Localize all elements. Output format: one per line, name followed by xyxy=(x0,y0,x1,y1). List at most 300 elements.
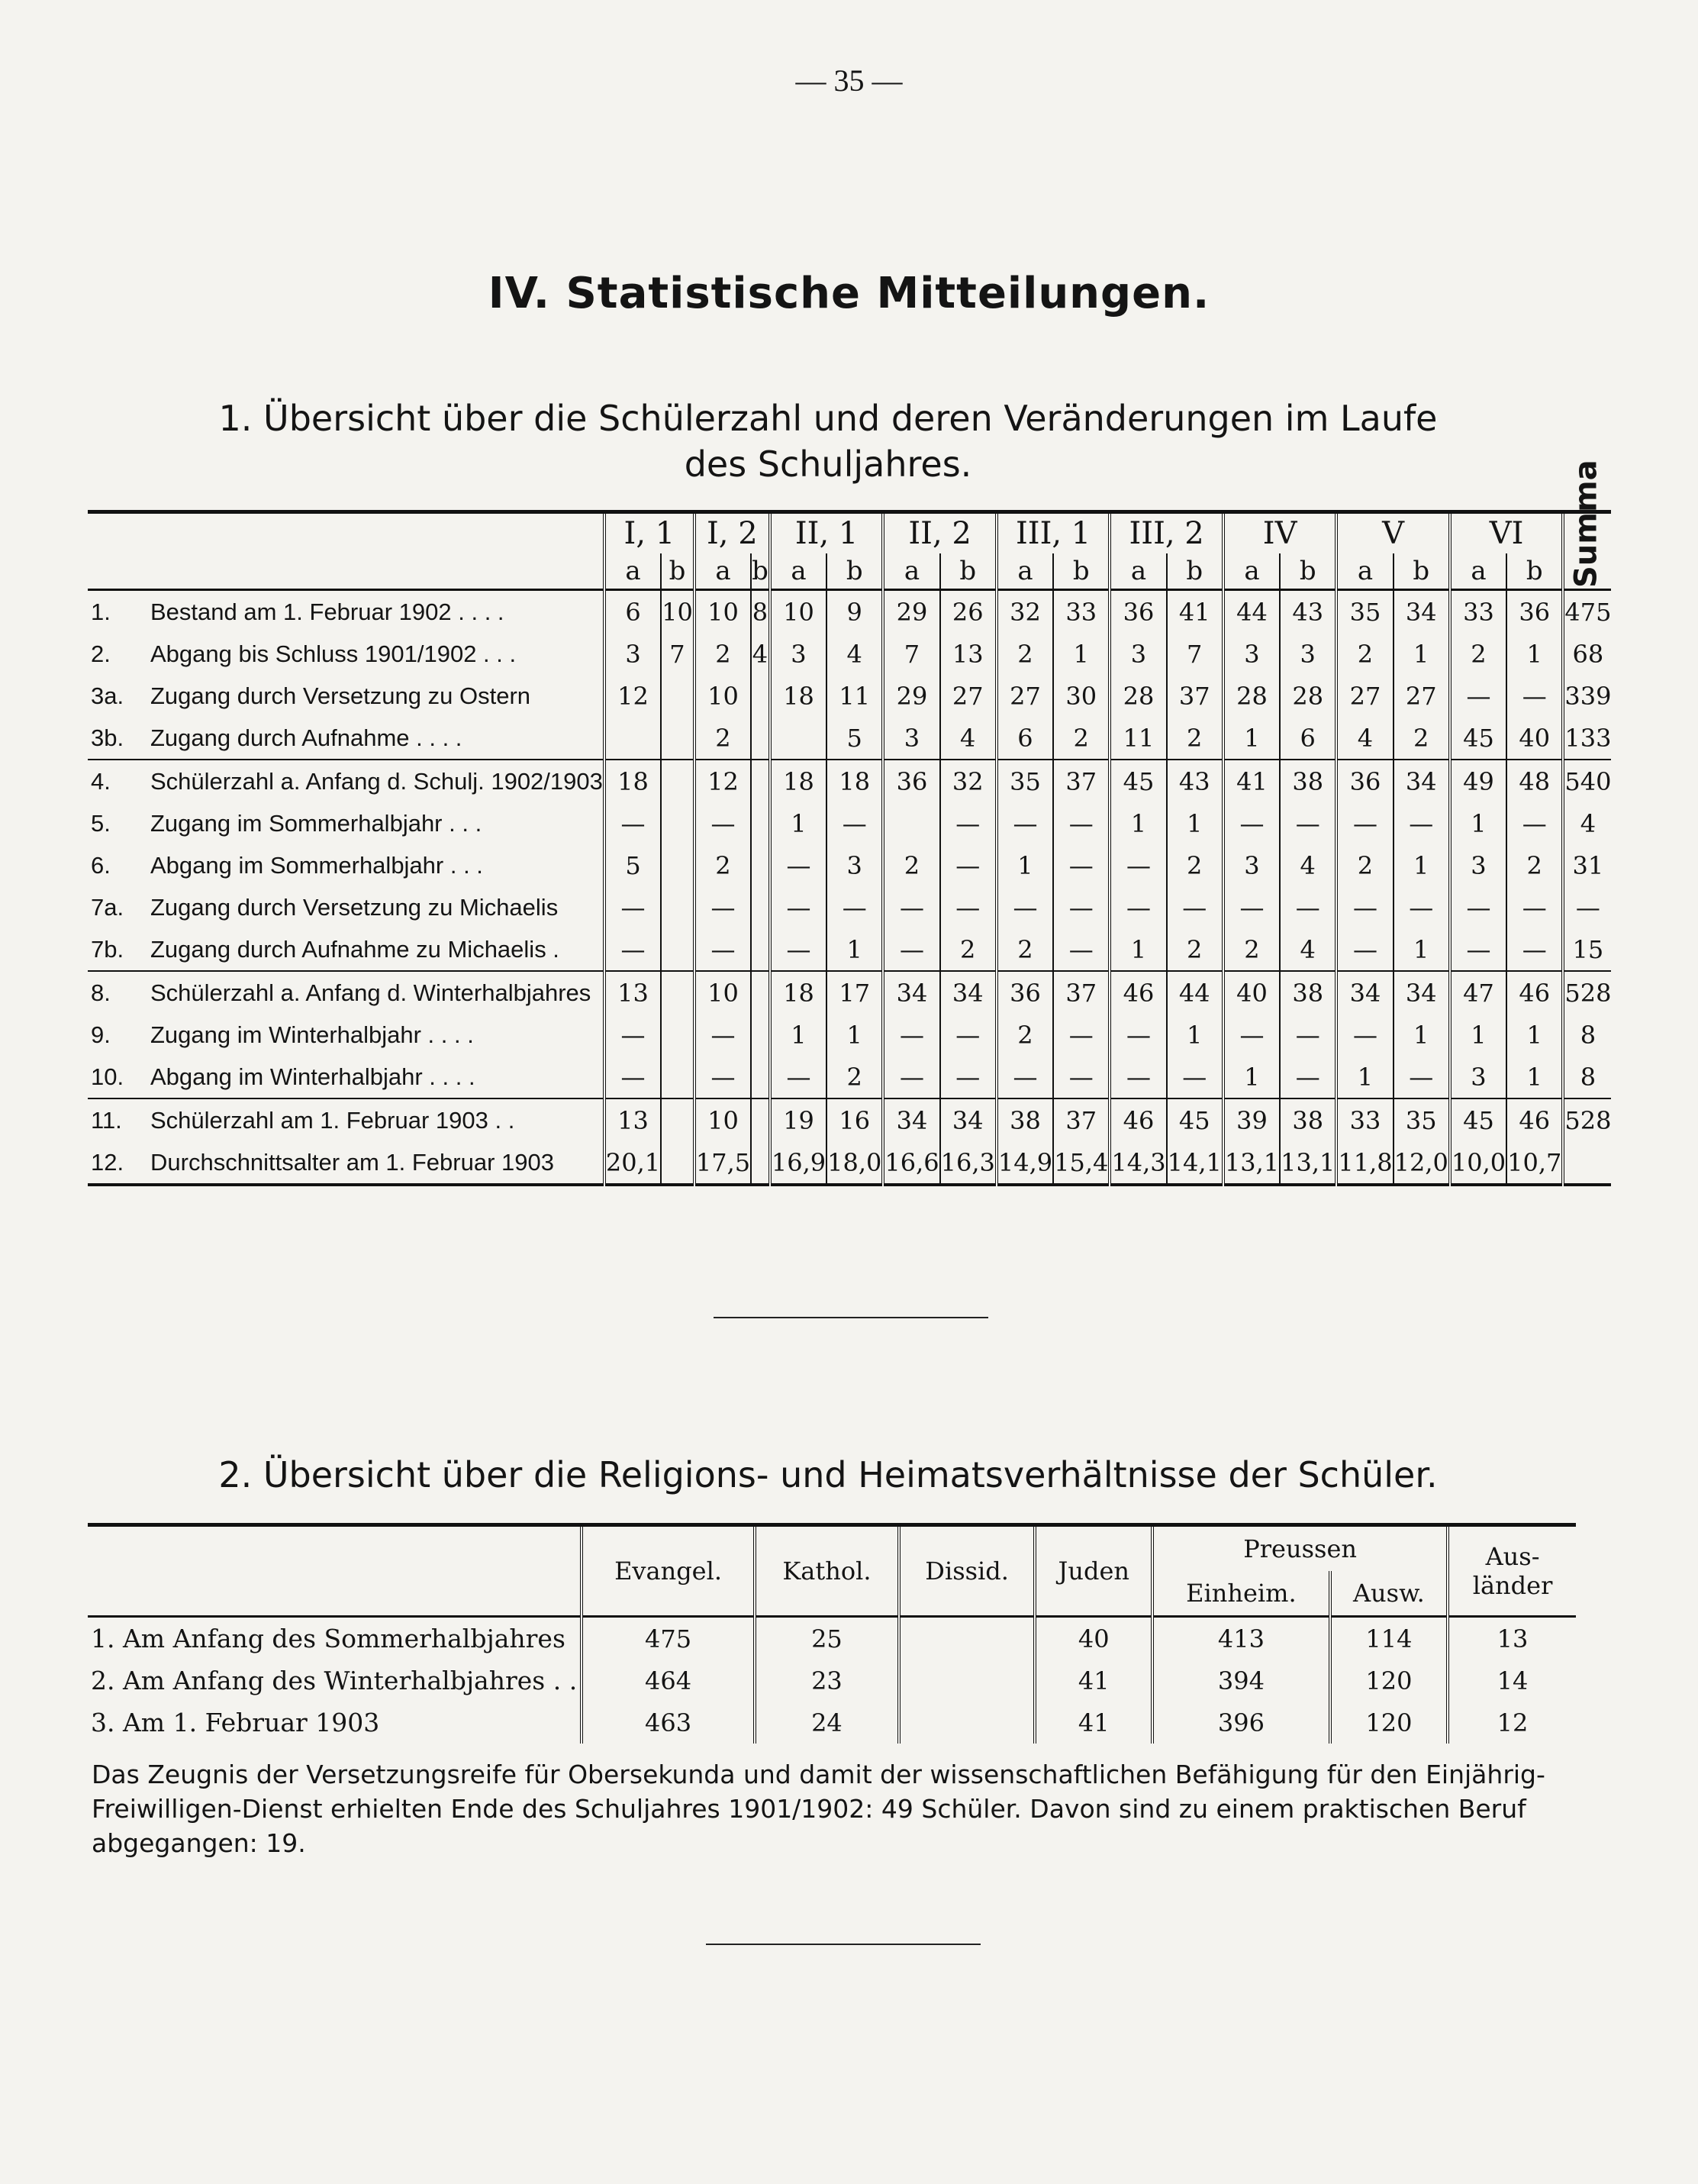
cell-value: — xyxy=(770,1056,826,1098)
subheader-b: b xyxy=(1506,553,1563,590)
cell-value: 34 xyxy=(883,971,939,1014)
table-row xyxy=(88,802,1611,844)
sum-value: 31 xyxy=(1563,844,1611,886)
cell-value: 2 xyxy=(1394,717,1450,760)
cell-value: 14,9 xyxy=(997,1141,1053,1185)
cell-value xyxy=(751,886,770,928)
cell-value: — xyxy=(694,1014,751,1056)
cell-value: — xyxy=(940,1056,997,1098)
cell-value: 27 xyxy=(1394,675,1450,717)
cell-value: 1 xyxy=(1450,802,1506,844)
cell-value: 396 xyxy=(1152,1702,1330,1744)
cell-value: 2 xyxy=(1053,717,1110,760)
cell-value: 16,3 xyxy=(940,1141,997,1185)
subheader-a: a xyxy=(1110,553,1166,590)
cell-value: 37 xyxy=(1167,675,1223,717)
cell-value xyxy=(751,717,770,760)
cell-value: — xyxy=(1280,1014,1336,1056)
cell-value: — xyxy=(1053,928,1110,971)
sum-value: 15 xyxy=(1563,928,1611,971)
cell-value: 4 xyxy=(1336,717,1393,760)
cell-value: 28 xyxy=(1110,675,1166,717)
row-number: 7a. xyxy=(91,893,124,921)
cell-value: 35 xyxy=(997,760,1053,802)
cell-value: 46 xyxy=(1110,1098,1166,1141)
cell-value: — xyxy=(1450,886,1506,928)
cell-value: — xyxy=(1110,1056,1166,1098)
cell-value: — xyxy=(997,802,1053,844)
page-number: — 35 — xyxy=(795,63,903,98)
cell-value: — xyxy=(1223,802,1280,844)
cell-value: 33 xyxy=(1450,590,1506,634)
cell-value: — xyxy=(997,886,1053,928)
header-blank-2 xyxy=(88,1525,582,1617)
cell-value: — xyxy=(883,1056,939,1098)
cell-value: 3 xyxy=(826,844,883,886)
row-number: 7b. xyxy=(91,935,124,963)
subheader-a: a xyxy=(1336,553,1393,590)
sum-header: Summa xyxy=(1563,512,1611,590)
cell-value: 34 xyxy=(1336,971,1393,1014)
row-label xyxy=(88,590,604,634)
cell-value: 17,5 xyxy=(694,1141,751,1185)
table-row xyxy=(88,971,1611,1014)
cell-value: — xyxy=(1450,928,1506,971)
cell-value: 41 xyxy=(1035,1702,1152,1744)
cell-value xyxy=(751,802,770,844)
cell-value: 46 xyxy=(1110,971,1166,1014)
cell-value: 46 xyxy=(1506,1098,1563,1141)
cell-value xyxy=(751,1098,770,1141)
cell-value: 34 xyxy=(1394,760,1450,802)
cell-value: — xyxy=(1506,802,1563,844)
cell-value: — xyxy=(770,886,826,928)
row-label: 3. Am 1. Februar 1903 xyxy=(91,1708,380,1737)
table-row xyxy=(88,844,1611,886)
row-number: 8. xyxy=(91,979,111,1006)
cell-value xyxy=(751,1014,770,1056)
cell-value: 13 xyxy=(604,971,661,1014)
subheader-a: a xyxy=(1450,553,1506,590)
row-number: 2. xyxy=(91,640,111,667)
cell-value: — xyxy=(1110,1014,1166,1056)
row-label xyxy=(88,675,604,717)
cell-value: 18 xyxy=(826,760,883,802)
cell-value: 33 xyxy=(1053,590,1110,634)
cell-value: — xyxy=(1110,844,1166,886)
row-number: 5. xyxy=(91,809,111,837)
row-label xyxy=(88,1056,604,1098)
cell-value: 32 xyxy=(997,590,1053,634)
cell-value: 41 xyxy=(1167,590,1223,634)
class-header-VI: VI xyxy=(1450,512,1564,554)
cell-value: 24 xyxy=(755,1702,899,1744)
cell-value: 120 xyxy=(1330,1702,1448,1744)
cell-value: 4 xyxy=(826,633,883,675)
row-label xyxy=(88,844,604,886)
row-label-text: Zugang durch Aufnahme zu Michaelis . xyxy=(150,935,559,963)
cell-value: 4 xyxy=(940,717,997,760)
cell-value: 394 xyxy=(1152,1660,1330,1702)
cell-value: 1 xyxy=(1223,717,1280,760)
cell-value: 13 xyxy=(604,1098,661,1141)
cell-value: 26 xyxy=(940,590,997,634)
cell-value: — xyxy=(770,844,826,886)
cell-value: — xyxy=(604,1056,661,1098)
header-preussen: Preussen xyxy=(1152,1525,1448,1571)
row-label xyxy=(88,886,604,928)
cell-value: — xyxy=(1280,1056,1336,1098)
cell-value: 3 xyxy=(1450,1056,1506,1098)
cell-value: 2 xyxy=(1450,633,1506,675)
cell-value: 23 xyxy=(755,1660,899,1702)
sum-value: 339 xyxy=(1563,675,1611,717)
sum-value: 528 xyxy=(1563,1098,1611,1141)
cell-value: — xyxy=(604,928,661,971)
class-header-I2: I, 2 xyxy=(694,512,770,554)
cell-value: — xyxy=(883,928,939,971)
end-rule xyxy=(706,1944,981,1945)
cell-value: 45 xyxy=(1450,717,1506,760)
row-number: 1. xyxy=(91,598,111,625)
cell-value: 2 xyxy=(1167,717,1223,760)
religion-origin-table xyxy=(88,1523,1576,1744)
subheader-a: a xyxy=(694,553,751,590)
cell-value: 45 xyxy=(1110,760,1166,802)
table-row xyxy=(88,1098,1611,1141)
cell-value: — xyxy=(1167,1056,1223,1098)
row-number: 9. xyxy=(91,1021,111,1048)
cell-value: 10,7 xyxy=(1506,1141,1563,1185)
cell-value: 5 xyxy=(604,844,661,886)
header-ausw: Ausw. xyxy=(1330,1571,1448,1617)
cell-value: 12 xyxy=(694,760,751,802)
sum-value: 528 xyxy=(1563,971,1611,1014)
cell-value: 46 xyxy=(1506,971,1563,1014)
cell-value: 5 xyxy=(826,717,883,760)
sum-value: 68 xyxy=(1563,633,1611,675)
cell-value: — xyxy=(940,802,997,844)
cell-value: 7 xyxy=(661,633,694,675)
cell-value: 463 xyxy=(582,1702,755,1744)
sum-value: 4 xyxy=(1563,802,1611,844)
row-label-text: Zugang im Winterhalbjahr . . . . xyxy=(150,1021,474,1048)
cell-value: 120 xyxy=(1330,1660,1448,1702)
table-row xyxy=(88,1141,1611,1185)
cell-value: 6 xyxy=(604,590,661,634)
header-kathol: Kathol. xyxy=(755,1525,899,1617)
subheader-b: b xyxy=(826,553,883,590)
cell-value: — xyxy=(1450,675,1506,717)
cell-value: 18 xyxy=(604,760,661,802)
cell-value: 3 xyxy=(1223,844,1280,886)
cell-value xyxy=(661,928,694,971)
section1-title xyxy=(92,395,1564,487)
header-einheim: Einheim. xyxy=(1152,1571,1330,1617)
subheader-a: a xyxy=(770,553,826,590)
subheader-b: b xyxy=(661,553,694,590)
header-auslaender: Aus- länder xyxy=(1448,1525,1576,1617)
cell-value: 13,1 xyxy=(1223,1141,1280,1185)
cell-value: 9 xyxy=(826,590,883,634)
cell-value: 4 xyxy=(1280,844,1336,886)
cell-value: 18 xyxy=(770,675,826,717)
cell-value: 12,0 xyxy=(1394,1141,1450,1185)
cell-value: 10 xyxy=(770,590,826,634)
cell-value: — xyxy=(694,928,751,971)
table-row xyxy=(88,717,1611,760)
class-header-II2: II, 2 xyxy=(883,512,997,554)
cell-value: 12 xyxy=(604,675,661,717)
row-label xyxy=(88,717,604,760)
cell-value: 49 xyxy=(1450,760,1506,802)
cell-value: 13,1 xyxy=(1280,1141,1336,1185)
cell-value: 1 xyxy=(1167,802,1223,844)
cell-value: 2 xyxy=(1167,928,1223,971)
cell-value: 17 xyxy=(826,971,883,1014)
cell-value: — xyxy=(940,844,997,886)
cell-value: 12 xyxy=(1448,1702,1576,1744)
cell-value: 35 xyxy=(1336,590,1393,634)
divider-rule xyxy=(714,1317,988,1318)
cell-value: 2 xyxy=(1336,844,1393,886)
cell-value: 18 xyxy=(770,971,826,1014)
class-header-II1: II, 1 xyxy=(770,512,884,554)
cell-value: 1 xyxy=(1506,1014,1563,1056)
cell-value: 27 xyxy=(1336,675,1393,717)
table-row xyxy=(88,928,1611,971)
cell-value: 37 xyxy=(1053,971,1110,1014)
cell-value: 3 xyxy=(1223,633,1280,675)
cell-value: 34 xyxy=(1394,590,1450,634)
cell-value xyxy=(883,802,939,844)
row-label xyxy=(88,971,604,1014)
cell-value: 10 xyxy=(694,590,751,634)
cell-value: 14 xyxy=(1448,1660,1576,1702)
cell-value: 2 xyxy=(940,928,997,971)
table-row xyxy=(88,633,1611,675)
row-label xyxy=(88,760,604,802)
row-label-text: Abgang im Winterhalbjahr . . . . xyxy=(150,1063,475,1090)
cell-value: 2 xyxy=(997,1014,1053,1056)
class-header-III1: III, 1 xyxy=(997,512,1110,554)
cell-value xyxy=(751,1056,770,1098)
row-label-text: Abgang im Sommerhalbjahr . . . xyxy=(150,851,483,879)
cell-value: 4 xyxy=(751,633,770,675)
cell-value: — xyxy=(1394,1056,1450,1098)
cell-value: 27 xyxy=(997,675,1053,717)
cell-value: — xyxy=(997,1056,1053,1098)
cell-value: 475 xyxy=(582,1617,755,1660)
cell-value: — xyxy=(1336,802,1393,844)
sum-value: 540 xyxy=(1563,760,1611,802)
cell-value: 2 xyxy=(997,633,1053,675)
cell-value: — xyxy=(1506,675,1563,717)
cell-value: 33 xyxy=(1336,1098,1393,1141)
cell-value: 1 xyxy=(1110,802,1166,844)
cell-value xyxy=(661,760,694,802)
cell-value: 1 xyxy=(1450,1014,1506,1056)
row-label xyxy=(88,1098,604,1141)
cell-value xyxy=(899,1702,1036,1744)
cell-value: 6 xyxy=(997,717,1053,760)
cell-value: 43 xyxy=(1280,590,1336,634)
cell-value xyxy=(661,717,694,760)
cell-value: 39 xyxy=(1223,1098,1280,1141)
table-row xyxy=(88,760,1611,802)
header-blank xyxy=(88,512,604,590)
cell-value: 1 xyxy=(1394,1014,1450,1056)
cell-value: 2 xyxy=(694,844,751,886)
cell-value: 1 xyxy=(770,1014,826,1056)
cell-value: — xyxy=(694,802,751,844)
cell-value: — xyxy=(604,1014,661,1056)
cell-value: 4 xyxy=(1280,928,1336,971)
table-row xyxy=(88,1014,1611,1056)
row-label-text: Zugang durch Versetzung zu Ostern xyxy=(150,682,531,709)
cell-value: 1 xyxy=(1053,633,1110,675)
cell-value: 10 xyxy=(694,1098,751,1141)
cell-value: 41 xyxy=(1035,1660,1152,1702)
cell-value xyxy=(751,971,770,1014)
cell-value: — xyxy=(1280,886,1336,928)
cell-value xyxy=(661,886,694,928)
cell-value: — xyxy=(1394,802,1450,844)
table-row xyxy=(88,886,1611,928)
cell-value: 29 xyxy=(883,675,939,717)
cell-value: 1 xyxy=(826,1014,883,1056)
cell-value: 3 xyxy=(1280,633,1336,675)
cell-value: — xyxy=(1053,1014,1110,1056)
cell-value: — xyxy=(694,886,751,928)
class-header-IV: IV xyxy=(1223,512,1337,554)
cell-value: 36 xyxy=(1110,590,1166,634)
cell-value: — xyxy=(826,802,883,844)
cell-value: 34 xyxy=(883,1098,939,1141)
cell-value xyxy=(751,760,770,802)
cell-value: 464 xyxy=(582,1660,755,1702)
row-label-text: Schülerzahl am 1. Februar 1903 . . xyxy=(150,1106,515,1134)
cell-value: 36 xyxy=(1506,590,1563,634)
cell-value: 1 xyxy=(1336,1056,1393,1098)
cell-value: 11 xyxy=(826,675,883,717)
row-number: 12. xyxy=(91,1148,124,1176)
cell-value: 27 xyxy=(940,675,997,717)
table-row xyxy=(88,1617,1576,1660)
cell-value: 2 xyxy=(1506,844,1563,886)
row-number: 3b. xyxy=(91,724,124,751)
header-evangel: Evangel. xyxy=(582,1525,755,1617)
sum-value: 8 xyxy=(1563,1014,1611,1056)
sum-value: 475 xyxy=(1563,590,1611,634)
subheader-b: b xyxy=(1053,553,1110,590)
cell-value: 38 xyxy=(1280,760,1336,802)
cell-value: 30 xyxy=(1053,675,1110,717)
cell-value: 2 xyxy=(1223,928,1280,971)
class-header-I1: I, 1 xyxy=(604,512,694,554)
cell-value: — xyxy=(883,886,939,928)
cell-value xyxy=(751,928,770,971)
cell-value: 2 xyxy=(1167,844,1223,886)
cell-value: — xyxy=(1053,844,1110,886)
section1-title-line1: 1. Übersicht über die Schülerzahl und deren Veränderungen im Laufe xyxy=(218,398,1438,439)
cell-value: 1 xyxy=(1506,633,1563,675)
row-label-text: Durchschnittsalter am 1. Februar 1903 xyxy=(150,1148,554,1176)
sum-value: 133 xyxy=(1563,717,1611,760)
sum-value xyxy=(1563,1141,1611,1185)
note-paragraph: Das Zeugnis der Versetzungsreife für Obersekunda und damit der wissenschaftlichen Befähigung für den Einjährig-Freiwilligen-Dienst erhielten Ende des Schuljahres 1901/1902: 49 Schüler. Davon sind zu einem praktischen Beruf abgegangen: 19. xyxy=(92,1760,1545,1858)
row-label-text: Schülerzahl a. Anfang d. Winterhalbjahres xyxy=(150,979,591,1006)
cell-value: 1 xyxy=(1167,1014,1223,1056)
cell-value: 44 xyxy=(1167,971,1223,1014)
cell-value: — xyxy=(770,928,826,971)
cell-value xyxy=(661,844,694,886)
cell-value: — xyxy=(1506,928,1563,971)
cell-value: 2 xyxy=(694,717,751,760)
cell-value: 18,0 xyxy=(826,1141,883,1185)
cell-value: — xyxy=(1053,886,1110,928)
cell-value: 14,3 xyxy=(1110,1141,1166,1185)
cell-value: 16 xyxy=(826,1098,883,1141)
row-label xyxy=(88,928,604,971)
cell-value: 13 xyxy=(940,633,997,675)
cell-value: 38 xyxy=(997,1098,1053,1141)
cell-value: 28 xyxy=(1223,675,1280,717)
header-dissid: Dissid. xyxy=(899,1525,1036,1617)
cell-value: 10 xyxy=(694,675,751,717)
cell-value: 1 xyxy=(1394,633,1450,675)
row-label xyxy=(88,802,604,844)
cell-value: 10 xyxy=(694,971,751,1014)
cell-value xyxy=(604,717,661,760)
class-header-V: V xyxy=(1336,512,1450,554)
cell-value: 1 xyxy=(770,802,826,844)
cell-value: — xyxy=(940,1014,997,1056)
row-label-text: Schülerzahl a. Anfang d. Schulj. 1902/1903 xyxy=(150,767,603,795)
cell-value: 25 xyxy=(755,1617,899,1660)
page-title: IV. Statistische Mitteilungen. xyxy=(488,269,1210,318)
cell-value: — xyxy=(1336,928,1393,971)
cell-value: 36 xyxy=(1336,760,1393,802)
cell-value: 1 xyxy=(1110,928,1166,971)
cell-value: 41 xyxy=(1223,760,1280,802)
cell-value: — xyxy=(694,1056,751,1098)
cell-value: 37 xyxy=(1053,1098,1110,1141)
section1-title-line2: des Schuljahres. xyxy=(684,444,972,485)
cell-value: 32 xyxy=(940,760,997,802)
cell-value: — xyxy=(940,886,997,928)
cell-value: 10,0 xyxy=(1450,1141,1506,1185)
cell-value: 19 xyxy=(770,1098,826,1141)
cell-value: 7 xyxy=(1167,633,1223,675)
cell-value: — xyxy=(1394,886,1450,928)
table-row xyxy=(88,1660,1576,1702)
cell-value: — xyxy=(1053,1056,1110,1098)
cell-value: 2 xyxy=(694,633,751,675)
subheader-a: a xyxy=(997,553,1053,590)
cell-value: 34 xyxy=(940,971,997,1014)
cell-value: 15,4 xyxy=(1053,1141,1110,1185)
subheader-b: b xyxy=(751,553,770,590)
table-row xyxy=(88,1702,1576,1744)
cell-value: 6 xyxy=(1280,717,1336,760)
cell-value xyxy=(899,1617,1036,1660)
row-label: 2. Am Anfang des Winterhalbjahres . . xyxy=(91,1666,578,1695)
cell-value: — xyxy=(604,802,661,844)
row-label xyxy=(88,633,604,675)
cell-value: 3 xyxy=(1110,633,1166,675)
cell-value xyxy=(661,971,694,1014)
